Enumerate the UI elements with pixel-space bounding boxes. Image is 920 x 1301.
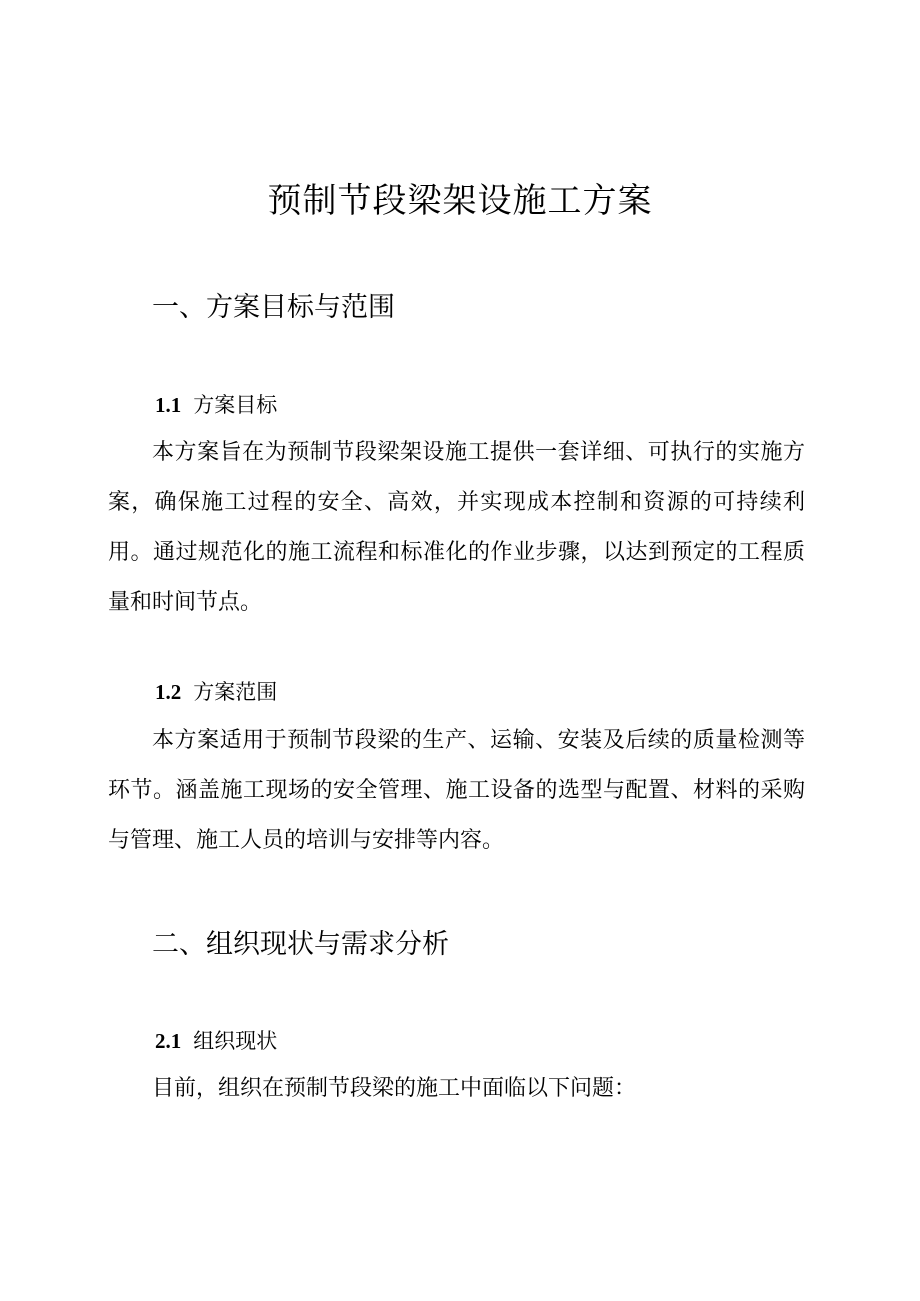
subsection-number: 2.1 bbox=[155, 1029, 182, 1053]
subsection-title: 方案范围 bbox=[193, 680, 278, 704]
section-heading-2: 二、组织现状与需求分析 bbox=[152, 929, 449, 960]
paragraph-2-1: 目前，组织在预制节段梁的施工中面临以下问题： bbox=[152, 1076, 637, 1101]
paragraph-1-1: 本方案旨在为预制节段梁架设施工提供一套详细、可执行的实施方案，确保施工过程的安全、高效，并实现成本控制和资源的可持续利用。通过规范化的施工流程和标准化的作业步骤，以达到预定的工程质量和时间节点。 bbox=[108, 440, 805, 615]
section-heading-1: 一、方案目标与范围 bbox=[152, 292, 395, 323]
subsection-heading-1-1 bbox=[155, 390, 277, 420]
paragraph-1-2: 本方案适用于预制节段梁的生产、运输、安装及后续的质量检测等环节。涵盖施工现场的安全管理、施工设备的选型与配置、材料的采购与管理、施工人员的培训与安排等内容。 bbox=[108, 728, 805, 853]
subsection-heading-1-2 bbox=[155, 677, 277, 707]
subsection-heading-2-1 bbox=[155, 1026, 277, 1056]
subsection-title: 组织现状 bbox=[193, 1029, 278, 1053]
subsection-number: 1.1 bbox=[155, 393, 182, 417]
document-title: 预制节段梁架设施工方案 bbox=[267, 181, 653, 221]
subsection-title: 方案目标 bbox=[193, 393, 278, 417]
subsection-number: 1.2 bbox=[155, 680, 182, 704]
